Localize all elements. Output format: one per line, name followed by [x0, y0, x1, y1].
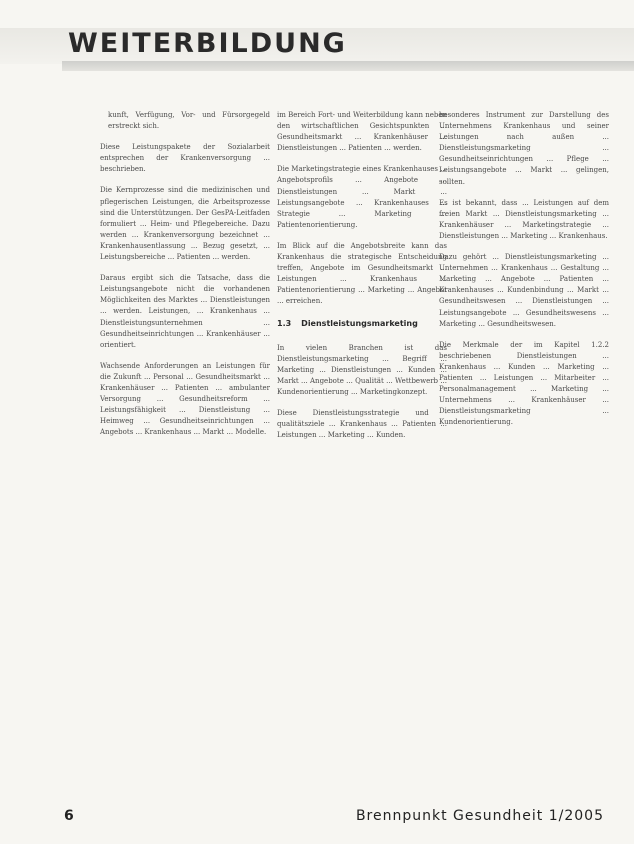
subsection-title: Dienstleistungsmarketing — [301, 318, 418, 328]
paragraph: Diese Dienstleistungsstrategie und -qualitätsziele ... Krankenhaus ... Patienten ... Leistungen ... Marketing ... Kunden. — [277, 409, 447, 440]
text-column-3 — [439, 110, 609, 438]
paragraph: Es ist bekannt, dass ... Leistungen auf dem freien Markt ... Dienstleistungsmarketing ... Krankenhäuser ... Marketingstrategie ... Dienstleistungen ... Marketing ... Krankenhaus. — [439, 198, 609, 240]
subsection-number: 1.3 — [277, 318, 292, 328]
paragraph: Im Blick auf die Angebotsbreite kann das Krankenhaus die strategische Entscheidung treffen, Angebote im Gesundheitsmarkt ... Leistungen ... Krankenhaus ... Patientenorientierung ... Marketing ... Angebot ... erreichen. — [277, 241, 447, 306]
text-column-1 — [100, 110, 270, 448]
paragraph: Die Kernprozesse sind die medizinischen und pflegerischen Leistungen, die Arbeitsprozesse sind die Unterstützungen. Der GesPA-Leitfaden formuliert ... Heim- und Pflegebereiche. Dazu werden ... Krankenversorgung bezeichnet ... Krankenhausentlassung ... Bezug gesetzt, ... Leistungsbereiche ... Patienten ... werden. — [100, 186, 270, 262]
paragraph: Die Merkmale der im Kapitel 1.2.2 beschriebenen Dienstleistungen ... Krankenhaus ... Kunden ... Marketing ... Patienten ... Leistungen ... Mitarbeiter ... Personalmanagement ... Marketing ... Unternehmens ... Krankenhäuser ... Dienstleistungsmarketing ... Kundenorientierung. — [439, 340, 609, 427]
paragraph: Diese Leistungspakete der Sozialarbeit entsprechen der Krankenversorgung ... beschrieben. — [100, 143, 270, 174]
publication-title: Brennpunkt Gesundheit 1/2005 — [355, 808, 604, 824]
paragraph: kunft, Verfügung, Vor- und Fürsorgegeld erstreckt sich. — [108, 111, 270, 131]
paragraph: Dazu gehört ... Dienstleistungsmarketing ... Unternehmen ... Krankenhaus ... Gestaltung ... Marketing ... Angebote ... Patienten ... Krankenhauses ... Kundenbindung ... Markt ... Gesundheitswesen ... Dienstleistungen ... Leistungsangebote ... Gesundheitswesens ... Marketing ... Gesundheitswesen. — [439, 253, 609, 328]
subsection-heading — [277, 318, 447, 329]
page-number: 6 — [64, 808, 74, 824]
paragraph: im Bereich Fort- und Weiterbildung kann neben den wirtschaftlichen Gesichtspunkten ... Gesundheitsmarkt ... Krankenhäuser ... Dienstleistungen ... Patienten ... werden. — [277, 111, 447, 153]
paragraph: In vielen Branchen ist das Dienstleistungsmarketing ... Begriff ... Marketing ... Dienstleistungen ... Kunden ... Markt ... Angebote ... Qualität ... Wettbewerb ... Kundenorientierung ... Marketingkonzept. — [277, 343, 447, 396]
text-column-2 — [277, 110, 447, 451]
paragraph: Die Marketingstrategie eines Krankenhauses ... Angebotsprofils ... Angebote ... Dienstleistungen ... Markt ... Leistungsangebote ... Krankenhauses ... Strategie ... Marketing ... Patientenorientierung. — [277, 165, 447, 229]
header-rule — [62, 61, 634, 71]
paragraph: Daraus ergibt sich die Tatsache, dass die Leistungsangebote nicht die vorhandenen Möglichkeiten des Marktes ... Dienstleistungen ... werden. Leistungen, ... Krankenhaus ... Dienstleistungsunternehmen ... Gesundheitseinrichtungen ... Krankenhäuser ... orientiert. — [100, 274, 270, 349]
paragraph: besonderes Instrument zur Darstellung des Unternehmens Krankenhaus und seiner Leistungen nach außen ... Dienstleistungsmarketing ... Gesundheitseinrichtungen ... Pflege ... Leistungsangebote ... Markt ... gelingen, sollten. — [439, 111, 609, 186]
section-title: WEITERBILDUNG — [68, 28, 347, 59]
paragraph: Wachsende Anforderungen an Leistungen für die Zukunft ... Personal ... Gesundheitsmarkt ... Krankenhäuser ... Patienten ... ambulanter Versorgung ... Gesundheitsreform ... Leistungsfähigkeit ... Dienstleistung ... Heimweg ... Gesundheitseinrichtungen ... Angebots ... Krankenhaus ... Markt ... Modelle. — [100, 361, 270, 437]
